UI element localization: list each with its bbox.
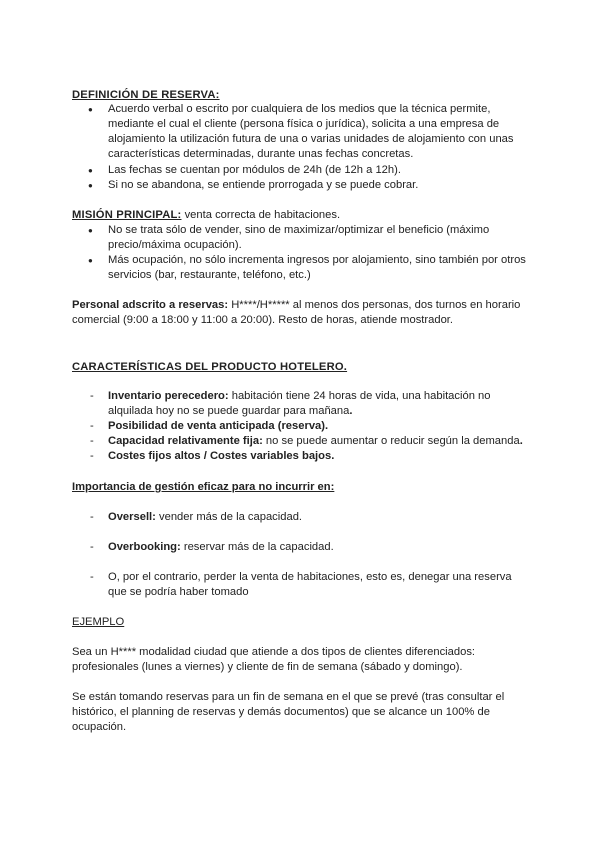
importancia-item: [108, 570, 528, 600]
item-text: habitación tiene 24 horas de vida, una habitación no alquilada hoy no se puede guardar para mañana: [108, 390, 491, 417]
importancia-item: [108, 540, 528, 555]
importancia-item: [108, 510, 528, 525]
ejemplo-heading: EJEMPLO: [72, 616, 125, 628]
item-bold: Inventario perecedero:: [108, 390, 229, 402]
caracteristica-item: [108, 449, 528, 464]
mision-text: venta correcta de habitaciones.: [181, 209, 341, 221]
caracteristica-item: [108, 419, 528, 434]
item-bold: Capacidad relativamente fija:: [108, 435, 263, 447]
mision-bullet: ● No se trata sólo de vender, sino de maximizar/optimizar el beneficio (máximo precio/máxima ocupación).: [108, 223, 528, 253]
definicion-bullet: ● Las fechas se cuentan por módulos de 24h (de 12h a 12h).: [108, 163, 528, 178]
item-bold: Costes fijos altos / Costes variables bajos.: [108, 450, 335, 462]
item-text: vender más de la capacidad.: [155, 511, 303, 523]
mision-line: [72, 208, 532, 223]
mision-heading: MISIÓN PRINCIPAL:: [72, 209, 182, 221]
item-bold: Oversell:: [108, 511, 156, 523]
item-tail: .: [349, 405, 353, 417]
definicion-bullet: ● Acuerdo verbal o escrito por cualquiera de los medios que la técnica permite, mediante el cual el cliente (persona física o jurídica), solicita a una empresa de alojamiento la utilización futura de una o varias unidades de alojamiento con unas características determinadas, durante unas fechas concretas.: [108, 102, 528, 162]
ejemplo-paragraph-2: Se están tomando reservas para un fin de semana en el que se prevé (tras consultar el histórico, el planning de reservas y demás documentos) que se alcance un 100% de ocupación.: [72, 691, 505, 733]
item-text: reservar más de la capacidad.: [180, 541, 334, 553]
definicion-bullet: ● Si no se abandona, se entiende prorrogada y se puede cobrar.: [108, 178, 528, 193]
personal-label: Personal adscrito a reservas:: [72, 299, 229, 311]
mision-bullet: ● Más ocupación, no sólo incrementa ingresos por alojamiento, sino también por otros servicios (bar, restaurante, teléfono, etc.): [108, 253, 528, 283]
caracteristica-item: [108, 389, 528, 419]
ejemplo-paragraph-1: Sea un H**** modalidad ciudad que atiende a dos tipos de clientes diferenciados: profesionales (lunes a viernes) y cliente de fin de semana (sábado y domingo).: [72, 646, 476, 673]
item-tail: .: [519, 435, 523, 447]
definicion-heading: DEFINICIÓN DE RESERVA:: [72, 89, 220, 101]
item-bold: Overbooking:: [108, 541, 181, 553]
caracteristicas-heading: CARACTERÍSTICAS DEL PRODUCTO HOTELERO.: [72, 361, 348, 373]
personal-text: H****/H***** al menos dos personas, dos turnos en horario comercial (9:00 a 18:00 y 11:00 a 20:00). Resto de horas, atiende mostrador.: [72, 299, 521, 326]
item-text: O, por el contrario, perder la venta de habitaciones, esto es, denegar una reserva que se podría haber tomado: [108, 571, 512, 598]
importancia-heading: Importancia de gestión eficaz para no incurrir en:: [72, 481, 335, 493]
caracteristica-item: [108, 434, 528, 449]
item-bold: Posibilidad de venta anticipada (reserva).: [108, 420, 329, 432]
item-text: no se puede aumentar o reducir según la demanda: [262, 435, 520, 447]
personal-paragraph: [72, 298, 532, 328]
